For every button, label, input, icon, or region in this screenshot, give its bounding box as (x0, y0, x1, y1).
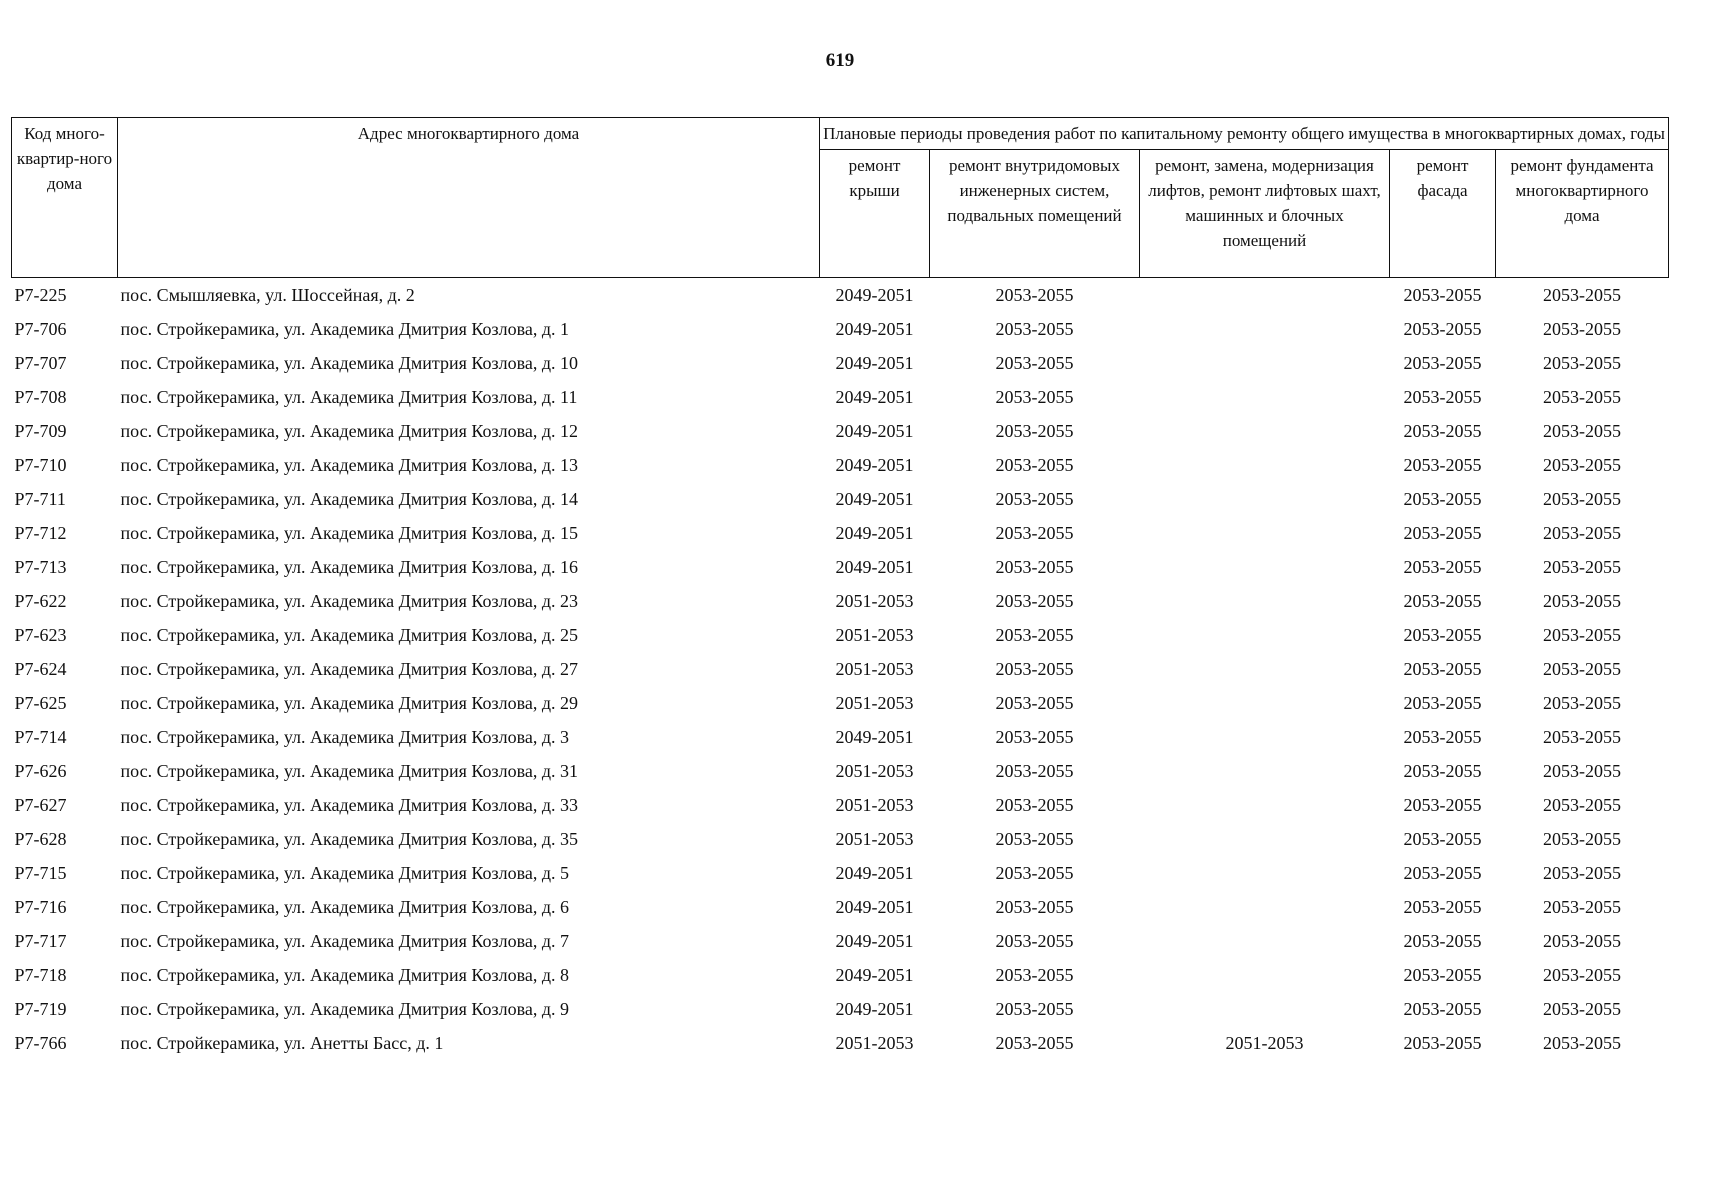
table-row (12, 686, 1669, 720)
cell-elevators (1140, 380, 1390, 414)
cell-code: Р7-624 (14, 659, 67, 679)
table-row (12, 788, 1669, 822)
cell-code: Р7-716 (14, 897, 67, 917)
cell-systems: 2053-2055 (995, 999, 1074, 1019)
cell-code: Р7-719 (14, 999, 67, 1019)
cell-systems: 2053-2055 (995, 421, 1074, 441)
cell-foundation: 2053-2055 (1543, 557, 1621, 577)
cell-code: Р7-714 (14, 727, 67, 747)
cell-code: Р7-711 (14, 489, 66, 509)
table-row (12, 278, 1669, 313)
cell-code: Р7-715 (14, 863, 67, 883)
header-roof: ремонт крыши (820, 150, 930, 278)
cell-systems: 2053-2055 (995, 727, 1074, 747)
cell-elevators (1140, 584, 1390, 618)
cell-facade: 2053-2055 (1403, 285, 1482, 305)
table-row (12, 482, 1669, 516)
table-row (12, 958, 1669, 992)
cell-systems: 2053-2055 (995, 761, 1074, 781)
cell-address: пос. Стройкерамика, ул. Академика Дмитрия Козлова, д. 31 (120, 761, 579, 781)
cell-elevators (1140, 414, 1390, 448)
table-row (12, 652, 1669, 686)
cell-facade: 2053-2055 (1403, 999, 1482, 1019)
cell-facade: 2053-2055 (1403, 727, 1482, 747)
cell-foundation: 2053-2055 (1543, 353, 1621, 373)
table-row (12, 822, 1669, 856)
cell-address: пос. Стройкерамика, ул. Академика Дмитрия Козлова, д. 23 (120, 591, 579, 611)
table-row (12, 618, 1669, 652)
table-row (12, 890, 1669, 924)
cell-facade: 2053-2055 (1403, 1033, 1482, 1053)
cell-roof: 2051-2053 (835, 659, 914, 679)
cell-address: пос. Стройкерамика, ул. Академика Дмитрия Козлова, д. 14 (120, 489, 579, 509)
cell-systems: 2053-2055 (995, 387, 1074, 407)
cell-code: Р7-710 (14, 455, 67, 475)
table-row (12, 1026, 1669, 1060)
cell-systems: 2053-2055 (995, 1033, 1074, 1053)
cell-foundation: 2053-2055 (1543, 625, 1621, 645)
cell-address: пос. Стройкерамика, ул. Академика Дмитрия Козлова, д. 1 (120, 319, 570, 339)
cell-code: Р7-707 (14, 353, 67, 373)
cell-roof: 2049-2051 (835, 319, 914, 339)
table-body (12, 278, 1669, 1061)
header-foundation: ремонт фундамента многоквартирного дома (1496, 150, 1669, 278)
table-header (12, 118, 1669, 278)
cell-facade: 2053-2055 (1403, 795, 1482, 815)
table-row (12, 584, 1669, 618)
cell-facade: 2053-2055 (1403, 353, 1482, 373)
cell-systems: 2053-2055 (995, 931, 1074, 951)
cell-systems: 2053-2055 (995, 965, 1074, 985)
cell-foundation: 2053-2055 (1543, 931, 1621, 951)
cell-code: Р7-712 (14, 523, 67, 543)
cell-facade: 2053-2055 (1403, 897, 1482, 917)
cell-roof: 2049-2051 (835, 863, 914, 883)
cell-foundation: 2053-2055 (1543, 319, 1621, 339)
cell-roof: 2049-2051 (835, 727, 914, 747)
cell-elevators (1140, 652, 1390, 686)
cell-foundation: 2053-2055 (1543, 897, 1621, 917)
cell-address: пос. Стройкерамика, ул. Академика Дмитрия Козлова, д. 29 (120, 693, 579, 713)
cell-address: пос. Стройкерамика, ул. Академика Дмитрия Козлова, д. 8 (120, 965, 570, 985)
cell-elevators (1140, 822, 1390, 856)
cell-address: пос. Стройкерамика, ул. Академика Дмитрия Козлова, д. 3 (120, 727, 570, 747)
cell-elevators (1140, 516, 1390, 550)
cell-elevators (1140, 312, 1390, 346)
table-row (12, 414, 1669, 448)
cell-facade: 2053-2055 (1403, 693, 1482, 713)
cell-systems: 2053-2055 (995, 455, 1074, 475)
cell-roof: 2049-2051 (835, 353, 914, 373)
table-row (12, 448, 1669, 482)
cell-facade: 2053-2055 (1403, 523, 1482, 543)
table-row (12, 346, 1669, 380)
cell-facade: 2053-2055 (1403, 421, 1482, 441)
cell-systems: 2053-2055 (995, 795, 1074, 815)
cell-facade: 2053-2055 (1403, 387, 1482, 407)
cell-elevators: 2051-2053 (1225, 1033, 1304, 1053)
cell-roof: 2051-2053 (835, 761, 914, 781)
cell-elevators (1140, 686, 1390, 720)
cell-elevators (1140, 754, 1390, 788)
header-systems: ремонт внутридомовых инженерных систем, подвальных помещений (930, 150, 1140, 278)
cell-roof: 2049-2051 (835, 421, 914, 441)
cell-code: Р7-709 (14, 421, 67, 441)
cell-foundation: 2053-2055 (1543, 659, 1621, 679)
cell-roof: 2051-2053 (835, 693, 914, 713)
cell-foundation: 2053-2055 (1543, 523, 1621, 543)
cell-roof: 2049-2051 (835, 897, 914, 917)
cell-systems: 2053-2055 (995, 829, 1074, 849)
cell-facade: 2053-2055 (1403, 829, 1482, 849)
cell-roof: 2049-2051 (835, 387, 914, 407)
cell-facade: 2053-2055 (1403, 931, 1482, 951)
cell-systems: 2053-2055 (995, 489, 1074, 509)
cell-address: пос. Стройкерамика, ул. Академика Дмитрия Козлова, д. 16 (120, 557, 579, 577)
cell-foundation: 2053-2055 (1543, 965, 1621, 985)
cell-address: пос. Стройкерамика, ул. Академика Дмитрия Козлова, д. 35 (120, 829, 579, 849)
cell-elevators (1140, 856, 1390, 890)
cell-address: пос. Стройкерамика, ул. Академика Дмитрия Козлова, д. 27 (120, 659, 579, 679)
cell-systems: 2053-2055 (995, 557, 1074, 577)
cell-roof: 2049-2051 (835, 455, 914, 475)
cell-foundation: 2053-2055 (1543, 591, 1621, 611)
cell-elevators (1140, 618, 1390, 652)
table-row (12, 856, 1669, 890)
cell-foundation: 2053-2055 (1543, 421, 1621, 441)
cell-facade: 2053-2055 (1403, 455, 1482, 475)
table-row (12, 380, 1669, 414)
cell-code: Р7-623 (14, 625, 67, 645)
cell-facade: 2053-2055 (1403, 761, 1482, 781)
cell-code: Р7-766 (14, 1033, 67, 1053)
cell-code: Р7-718 (14, 965, 67, 985)
cell-facade: 2053-2055 (1403, 863, 1482, 883)
cell-roof: 2049-2051 (835, 999, 914, 1019)
cell-elevators (1140, 890, 1390, 924)
cell-roof: 2051-2053 (835, 591, 914, 611)
cell-code: Р7-713 (14, 557, 67, 577)
cell-roof: 2049-2051 (835, 965, 914, 985)
cell-roof: 2051-2053 (835, 625, 914, 645)
cell-code: Р7-706 (14, 319, 67, 339)
cell-facade: 2053-2055 (1403, 489, 1482, 509)
cell-foundation: 2053-2055 (1543, 693, 1621, 713)
cell-code: Р7-626 (14, 761, 67, 781)
cell-roof: 2049-2051 (835, 931, 914, 951)
cell-systems: 2053-2055 (995, 625, 1074, 645)
cell-code: Р7-625 (14, 693, 67, 713)
cell-address: пос. Стройкерамика, ул. Академика Дмитрия Козлова, д. 10 (120, 353, 579, 373)
cell-facade: 2053-2055 (1403, 319, 1482, 339)
cell-systems: 2053-2055 (995, 897, 1074, 917)
header-elevators: ремонт, замена, модернизация лифтов, ремонт лифтовых шахт, машинных и блочных помещений (1140, 150, 1390, 278)
cell-roof: 2051-2053 (835, 829, 914, 849)
cell-facade: 2053-2055 (1403, 591, 1482, 611)
cell-systems: 2053-2055 (995, 353, 1074, 373)
cell-systems: 2053-2055 (995, 523, 1074, 543)
cell-code: Р7-628 (14, 829, 67, 849)
cell-address: пос. Стройкерамика, ул. Академика Дмитрия Козлова, д. 6 (120, 897, 570, 917)
cell-elevators (1140, 720, 1390, 754)
table-row (12, 924, 1669, 958)
cell-foundation: 2053-2055 (1543, 489, 1621, 509)
cell-foundation: 2053-2055 (1543, 829, 1621, 849)
cell-address: пос. Стройкерамика, ул. Академика Дмитрия Козлова, д. 12 (120, 421, 579, 441)
cell-roof: 2049-2051 (835, 557, 914, 577)
table-row (12, 312, 1669, 346)
cell-code: Р7-622 (14, 591, 67, 611)
table-row (12, 720, 1669, 754)
cell-foundation: 2053-2055 (1543, 795, 1621, 815)
table-row (12, 754, 1669, 788)
table-row (12, 516, 1669, 550)
cell-systems: 2053-2055 (995, 591, 1074, 611)
cell-foundation: 2053-2055 (1543, 761, 1621, 781)
cell-foundation: 2053-2055 (1543, 999, 1621, 1019)
cell-systems: 2053-2055 (995, 285, 1074, 305)
cell-elevators (1140, 788, 1390, 822)
cell-code: Р7-627 (14, 795, 67, 815)
cell-systems: 2053-2055 (995, 863, 1074, 883)
cell-foundation: 2053-2055 (1543, 1033, 1621, 1053)
cell-systems: 2053-2055 (995, 319, 1074, 339)
cell-roof: 2051-2053 (835, 795, 914, 815)
table-row (12, 550, 1669, 584)
header-code: Код много-квартир-ного дома (12, 118, 118, 278)
cell-elevators (1140, 992, 1390, 1026)
cell-systems: 2053-2055 (995, 659, 1074, 679)
cell-elevators (1140, 346, 1390, 380)
cell-facade: 2053-2055 (1403, 557, 1482, 577)
cell-address: пос. Стройкерамика, ул. Академика Дмитрия Козлова, д. 15 (120, 523, 579, 543)
cell-code: Р7-708 (14, 387, 67, 407)
cell-roof: 2049-2051 (835, 489, 914, 509)
cell-address: пос. Стройкерамика, ул. Академика Дмитрия Козлова, д. 9 (120, 999, 570, 1019)
cell-address: пос. Стройкерамика, ул. Академика Дмитрия Козлова, д. 11 (120, 387, 578, 407)
cell-code: Р7-717 (14, 931, 67, 951)
cell-foundation: 2053-2055 (1543, 863, 1621, 883)
cell-address: пос. Стройкерамика, ул. Академика Дмитрия Козлова, д. 7 (120, 931, 570, 951)
cell-facade: 2053-2055 (1403, 965, 1482, 985)
cell-address: пос. Стройкерамика, ул. Академика Дмитрия Козлова, д. 5 (120, 863, 570, 883)
cell-elevators (1140, 278, 1390, 313)
cell-elevators (1140, 448, 1390, 482)
cell-foundation: 2053-2055 (1543, 455, 1621, 475)
cell-address: пос. Стройкерамика, ул. Академика Дмитрия Козлова, д. 13 (120, 455, 579, 475)
cell-elevators (1140, 924, 1390, 958)
cell-roof: 2049-2051 (835, 523, 914, 543)
cell-foundation: 2053-2055 (1543, 387, 1621, 407)
cell-elevators (1140, 958, 1390, 992)
repair-schedule-table (11, 117, 1669, 1060)
header-periods: Плановые периоды проведения работ по капитальному ремонту общего имущества в многоквартирных домах, годы (820, 118, 1669, 150)
cell-systems: 2053-2055 (995, 693, 1074, 713)
cell-foundation: 2053-2055 (1543, 285, 1621, 305)
page-number: 619 (825, 50, 855, 71)
cell-elevators (1140, 482, 1390, 516)
table-row (12, 992, 1669, 1026)
cell-address: пос. Смышляевка, ул. Шоссейная, д. 2 (120, 285, 415, 305)
cell-code: Р7-225 (14, 285, 67, 305)
cell-address: пос. Стройкерамика, ул. Академика Дмитрия Козлова, д. 33 (120, 795, 579, 815)
header-address: Адрес многоквартирного дома (118, 118, 820, 278)
header-facade: ремонт фасада (1390, 150, 1496, 278)
cell-foundation: 2053-2055 (1543, 727, 1621, 747)
cell-roof: 2051-2053 (835, 1033, 914, 1053)
cell-roof: 2049-2051 (835, 285, 914, 305)
cell-facade: 2053-2055 (1403, 625, 1482, 645)
cell-elevators (1140, 550, 1390, 584)
cell-facade: 2053-2055 (1403, 659, 1482, 679)
cell-address: пос. Стройкерамика, ул. Анетты Басс, д. 1 (120, 1033, 444, 1053)
cell-address: пос. Стройкерамика, ул. Академика Дмитрия Козлова, д. 25 (120, 625, 579, 645)
